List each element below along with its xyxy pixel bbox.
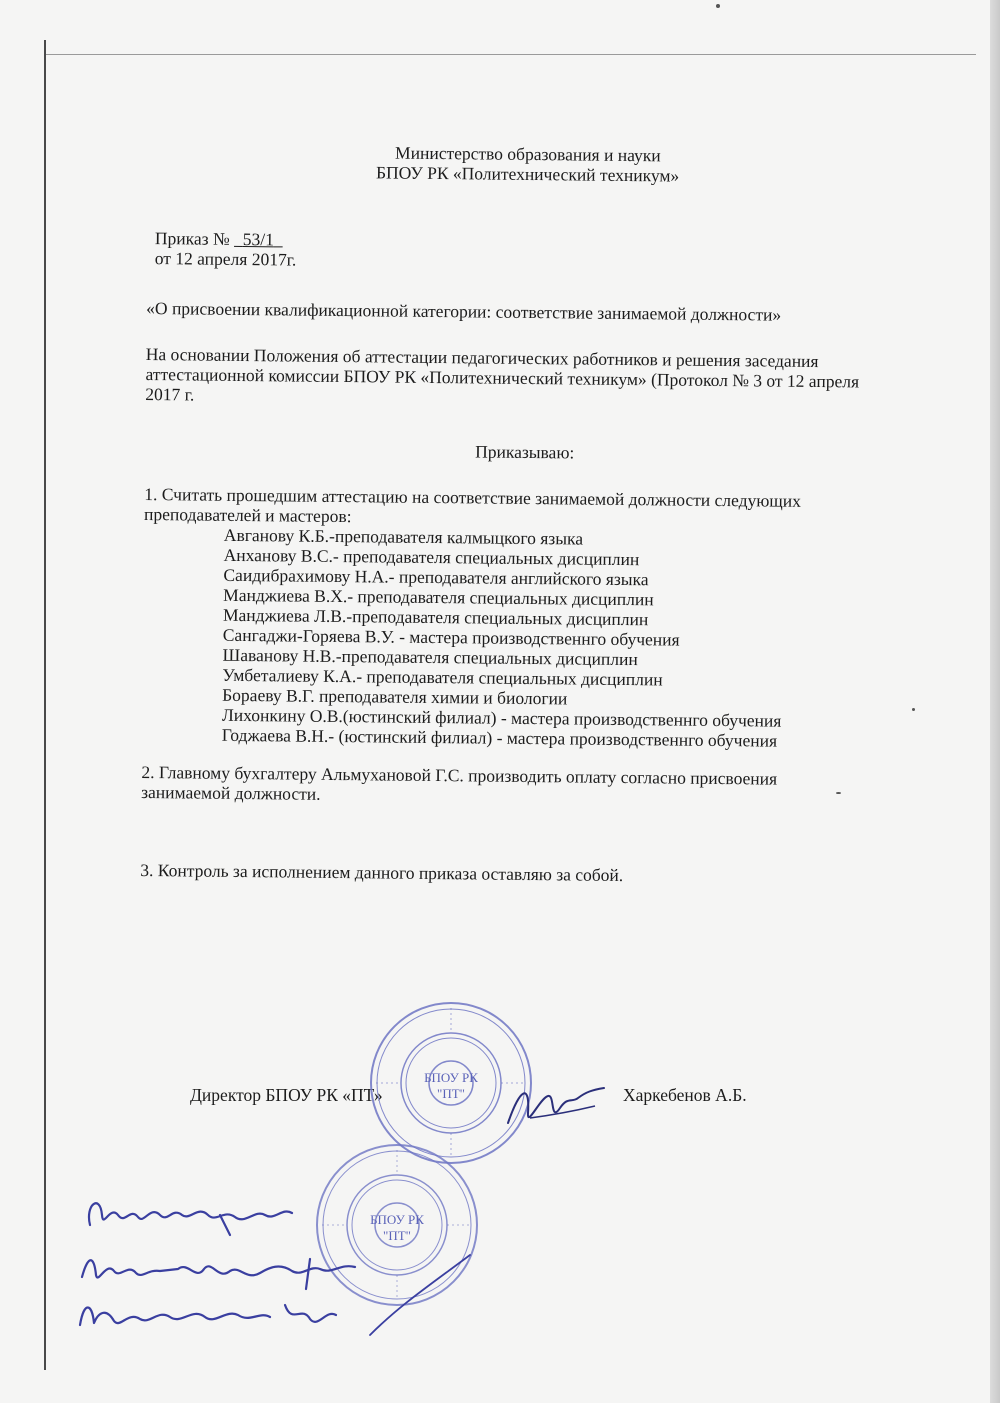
director-name: Харкебенов А.Б.	[623, 1085, 747, 1105]
list-item: Манджиева В.Х.- преподавателя специальных дисциплин	[223, 584, 654, 610]
list-item: Годжаева В.Н.- (юстинский филиал) - мастера производственнго обучения	[221, 724, 778, 751]
institution-name: БПОУ РК «Политехнический техникум»	[375, 162, 680, 186]
item-3: 3. Контроль за исполнением данного приказа оставляю за собой.	[140, 859, 624, 886]
scan-speck	[836, 792, 841, 794]
item-1-intro: 1. Считать прошедшим аттестацию на соответствие занимаемой должности следующих преподавателей и мастеров:	[143, 483, 802, 527]
stamp-center-line2: "ПТ"	[437, 1086, 465, 1101]
list-item: Умбеталиеву К.А.- преподавателя специальных дисциплин	[222, 664, 663, 690]
order-date: от 12 апреля 2017г.	[154, 248, 297, 270]
order-number-prefix: Приказ №	[154, 228, 230, 249]
stamp-center-line1: БПОУ РК	[424, 1070, 478, 1085]
stamp-center-line2: "ПТ"	[383, 1228, 411, 1243]
order-subject: «О присвоении квалификационной категории: соответствие занимаемой должности»	[146, 297, 782, 325]
director-title: Директор БПОУ РК «ПТ»	[190, 1085, 383, 1105]
people-list	[222, 525, 864, 752]
order-text	[140, 140, 868, 887]
scan-speck	[716, 4, 720, 8]
handwritten-certification-note	[70, 1185, 490, 1345]
list-item: Бораеву В.Г. преподавателя химии и биологии	[222, 684, 568, 709]
order-identifier	[155, 228, 867, 275]
list-item: Манджиева Л.В.-преподавателя специальных дисциплин	[222, 604, 649, 630]
order-number: 53/1	[242, 228, 275, 250]
list-item: Шаванову Н.В.-преподавателя специальных дисциплин	[222, 644, 638, 670]
order-basis: На основании Положения об аттестации педагогических работников и решения заседания аттестационной комиссии БПОУ РК «Политехнический техникум» (Протокол № 3 от 12 апреля 2017 г.	[145, 343, 860, 405]
stamp-center-line1: БПОУ РК	[370, 1212, 424, 1227]
scan-speck	[912, 708, 915, 711]
list-item: Авганову К.Б.-преподавателя калмыцкого языка	[223, 524, 584, 549]
director-signature	[500, 1068, 610, 1148]
list-item: Саидибрахимову Н.А.- преподавателя английского языка	[223, 564, 649, 590]
list-item: Лихонкину О.В.(юстинский филиал) - мастера производственнго обучения	[221, 704, 782, 731]
list-item: Анханову В.С.- преподавателя специальных дисциплин	[223, 544, 640, 570]
scan-edge-right	[990, 0, 1000, 1403]
scan-edge-top	[46, 54, 976, 55]
ordered-heading: Приказываю:	[475, 441, 575, 463]
list-item: Сангаджи-Горяева В.У. - мастера производственнго обучения	[222, 624, 680, 650]
scan-edge-left	[44, 40, 46, 1370]
ministry-name: Министерство образования и науки	[394, 142, 661, 166]
item-2: 2. Главному бухгалтеру Альмухановой Г.С. производить оплату согласно присвоения занимаемой должности.	[141, 761, 778, 804]
document-header	[188, 140, 868, 187]
